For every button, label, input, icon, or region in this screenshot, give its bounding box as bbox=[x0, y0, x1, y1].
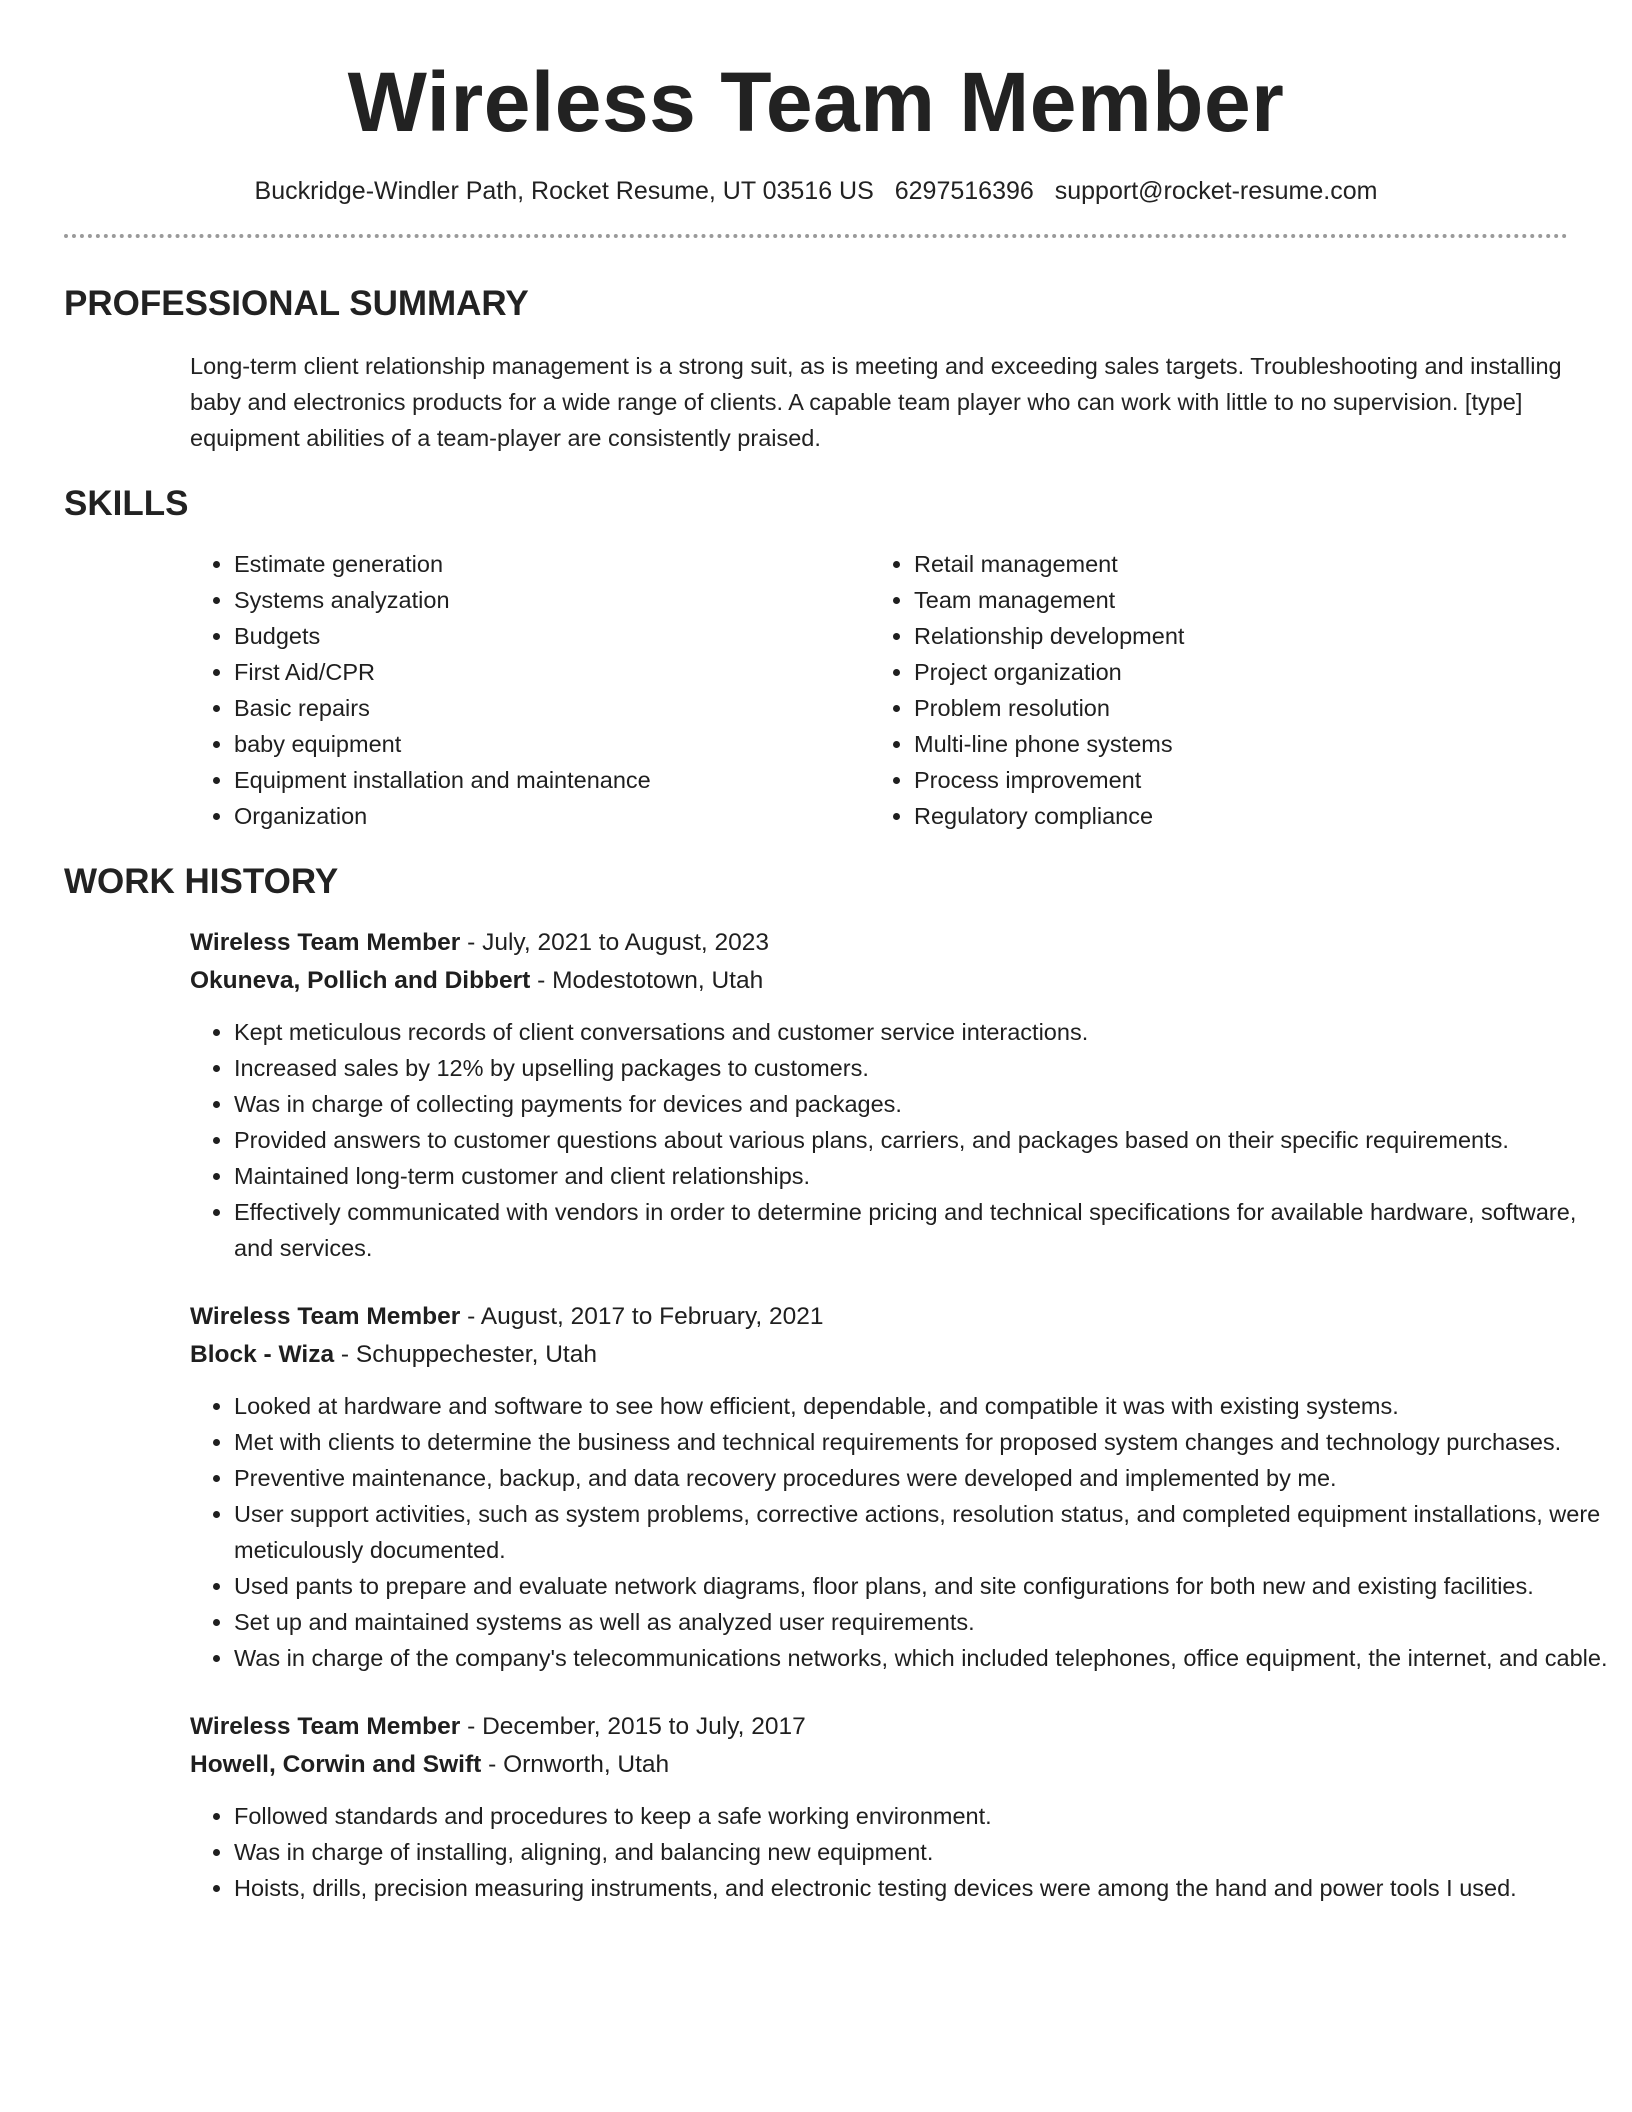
skill-item: • Relationship development bbox=[914, 618, 1514, 654]
job-location: - Modestotown, Utah bbox=[530, 967, 764, 994]
job-company-line bbox=[190, 1336, 1568, 1374]
contact-line bbox=[64, 174, 1568, 208]
job-dates: - August, 2017 to February, 2021 bbox=[460, 1303, 824, 1330]
job-dates: - December, 2015 to July, 2017 bbox=[460, 1713, 806, 1740]
job-entry bbox=[190, 924, 1577, 1266]
job-bullet: • Increased sales by 12% by upselling packages to customers. bbox=[234, 1050, 1620, 1086]
job-dates: - July, 2021 to August, 2023 bbox=[460, 929, 770, 956]
work-history-heading: WORK HISTORY bbox=[64, 862, 339, 901]
job-company: Howell, Corwin and Swift bbox=[190, 1751, 482, 1778]
summary-text: Long-term client relationship management is a strong suit, as is meeting and exceeding sales targets. Troubleshooting and installing baby and electronics products for a wide range of clients. A capable team player who can work with little to no supervision. [type] equipment abilities of a team-player are consistently praised. bbox=[190, 353, 1562, 451]
job-bullet: • Hoists, drills, precision measuring instruments, and electronic testing devices were among the hand and power tools I used. bbox=[234, 1870, 1620, 1906]
job-title-line bbox=[190, 1708, 1568, 1746]
job-bullet: • Was in charge of collecting payments for devices and packages. bbox=[234, 1086, 1620, 1122]
skill-item: • Team management bbox=[914, 582, 1514, 618]
skill-item: • Basic repairs bbox=[234, 690, 870, 726]
job-bullet: • Set up and maintained systems as well as analyzed user requirements. bbox=[234, 1604, 1620, 1640]
job-bullet: • Was in charge of installing, aligning, and balancing new equipment. bbox=[234, 1834, 1620, 1870]
skill-item: • Budgets bbox=[234, 618, 870, 654]
skills-list-left bbox=[190, 546, 870, 834]
contact-phone: 6297516396 bbox=[894, 177, 1034, 205]
job-bullet: • Looked at hardware and software to see how efficient, dependable, and compatible it was with existing systems. bbox=[234, 1388, 1620, 1424]
job-bullet: • Used pants to prepare and evaluate network diagrams, floor plans, and site configurations for both new and existing facilities. bbox=[234, 1568, 1620, 1604]
skills-columns bbox=[190, 546, 1568, 834]
skill-item: • Process improvement bbox=[914, 762, 1514, 798]
job-role: Wireless Team Member bbox=[190, 1713, 461, 1740]
job-bullet: • Provided answers to customer questions about various plans, carriers, and packages based on their specific requirements. bbox=[234, 1122, 1620, 1158]
job-bullet: • Maintained long-term customer and client relationships. bbox=[234, 1158, 1620, 1194]
job-bullets bbox=[190, 1798, 1620, 1906]
resume-name: Wireless Team Member bbox=[347, 55, 1285, 149]
skill-item: • Organization bbox=[234, 798, 870, 834]
skill-item: • First Aid/CPR bbox=[234, 654, 870, 690]
skill-item: • Retail management bbox=[914, 546, 1514, 582]
job-title-line bbox=[190, 924, 1568, 962]
skill-item: • Estimate generation bbox=[234, 546, 870, 582]
job-bullets bbox=[190, 1388, 1620, 1676]
job-location: - Ornworth, Utah bbox=[481, 1751, 670, 1778]
skill-item: • Systems analyzation bbox=[234, 582, 870, 618]
job-bullet: • Was in charge of the company's telecommunications networks, which included telephones, office equipment, the internet, and cable. bbox=[234, 1640, 1620, 1676]
job-bullet: • Preventive maintenance, backup, and data recovery procedures were developed and implemented by me. bbox=[234, 1460, 1620, 1496]
job-entry bbox=[190, 1298, 1608, 1676]
contact-address: Buckridge-Windler Path, Rocket Resume, UT 03516 US bbox=[254, 177, 874, 205]
job-entry bbox=[190, 1708, 1568, 1906]
skill-item: • Regulatory compliance bbox=[914, 798, 1514, 834]
job-company-line bbox=[190, 1746, 1568, 1784]
job-bullets bbox=[190, 1014, 1620, 1266]
job-company-line bbox=[190, 962, 1568, 1000]
job-location: - Schuppechester, Utah bbox=[334, 1341, 597, 1368]
job-bullet: • User support activities, such as system problems, corrective actions, resolution status, and completed equipment installations, were meticulously documented. bbox=[234, 1496, 1620, 1568]
job-company: Block - Wiza bbox=[190, 1341, 335, 1368]
job-role: Wireless Team Member bbox=[190, 929, 461, 956]
skill-item: • Project organization bbox=[914, 654, 1514, 690]
job-bullet: • Met with clients to determine the business and technical requirements for proposed system changes and technology purchases. bbox=[234, 1424, 1620, 1460]
resume-page bbox=[64, 0, 1608, 1906]
skills-heading: SKILLS bbox=[64, 484, 189, 523]
skill-item: • Multi-line phone systems bbox=[914, 726, 1514, 762]
skills-list-right bbox=[870, 546, 1514, 834]
contact-email: support@rocket-resume.com bbox=[1054, 177, 1378, 205]
skill-item: • Equipment installation and maintenance bbox=[234, 762, 870, 798]
job-bullet: • Effectively communicated with vendors in order to determine pricing and technical specifications for available hardware, software, and services. bbox=[234, 1194, 1620, 1266]
skill-item: • Problem resolution bbox=[914, 690, 1514, 726]
job-company: Okuneva, Pollich and Dibbert bbox=[190, 967, 531, 994]
job-bullet: • Kept meticulous records of client conversations and customer service interactions. bbox=[234, 1014, 1620, 1050]
skill-item: • baby equipment bbox=[234, 726, 870, 762]
summary-heading: PROFESSIONAL SUMMARY bbox=[64, 284, 529, 323]
job-title-line bbox=[190, 1298, 1568, 1336]
header-divider bbox=[64, 234, 1568, 238]
job-bullet: • Followed standards and procedures to keep a safe working environment. bbox=[234, 1798, 1620, 1834]
job-role: Wireless Team Member bbox=[190, 1303, 461, 1330]
